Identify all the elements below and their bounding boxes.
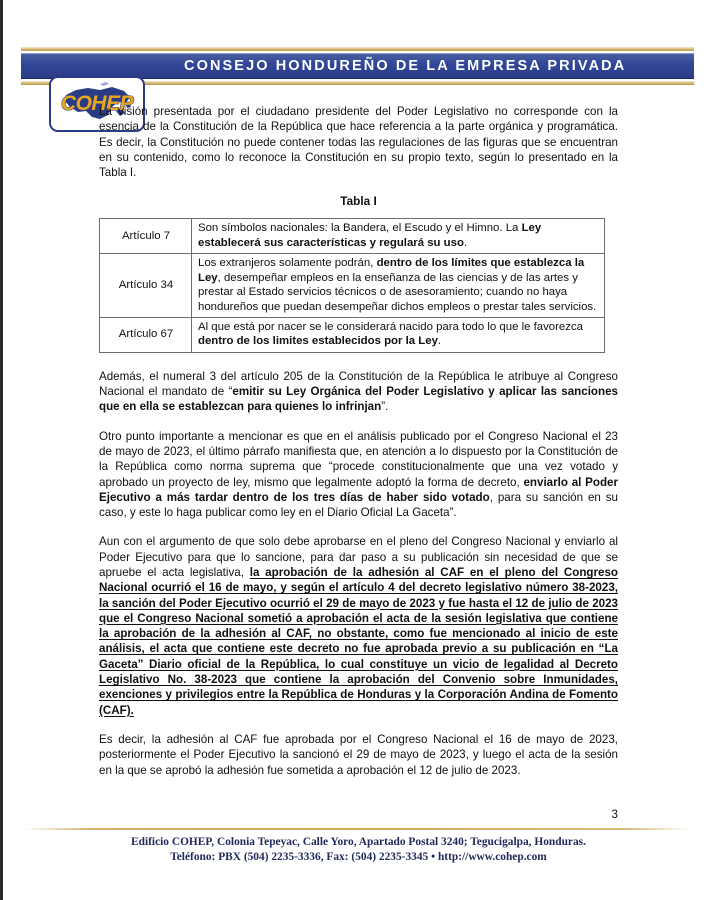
paragraph-ley-organica xyxy=(99,369,618,415)
article-text-bold: Ley establecerá sus características y regulará su uso xyxy=(198,222,542,249)
table-cell-article-number: Artículo 67 xyxy=(100,317,192,352)
article-text-tail: . xyxy=(437,335,442,348)
footer-divider xyxy=(25,828,692,830)
table-cell-article-number: Artículo 34 xyxy=(100,254,192,318)
para3-bold-quote: enviarlo al Poder Ejecutivo a más tardar dentro de los tres días de haber sido votado xyxy=(99,475,618,504)
table-row xyxy=(100,219,605,254)
para2-bold-quote: emitir su Ley Orgánica del Poder Legislativo y aplicar las sanciones que en ella se establezcan para quienes lo infrinjan xyxy=(99,385,618,414)
article-text-plain: Son símbolos nacionales: la Bandera, el Escudo y el Himno. La xyxy=(198,222,522,235)
document-body xyxy=(99,104,618,778)
footer-address: Edificio COHEP, Colonia Tepeyac, Calle Yoro, Apartado Postal 3240; Tegucigalpa, Honduras. xyxy=(131,836,586,848)
document-header xyxy=(3,38,711,115)
para4-underlined-emphasis: la aprobación de la adhesión al CAF en el pleno del Congreso Nacional ocurrió el 16 de mayo, y según el artículo 4 del decreto legislativo número 38-2023, la sanción del Poder Ejecutivo ocurrió el 29 de mayo de 2023 y fue hasta el 12 de julio de 2023 que el Congreso Nacional sometió a aprobación el acta de la sesión legislativa que contiene la aprobación de la adhesión al CAF, no obstante, como fue mencionado al inicio de este análisis, el acta que contiene este decreto no fue aprobada previo a su publicación en “La Gaceta” Diario oficial de la República, lo cual constituye un vicio de legalidad al Decreto Legislativo No. 38-2023 que contiene la aprobación del Convenio sobre Inmunidades, exenciones y privilegios entre la República de Honduras y la Corporación Andina de Fomento (CAF). xyxy=(99,566,618,717)
table-caption: Tabla I xyxy=(340,194,377,209)
banner-gold-rule-top xyxy=(21,47,694,51)
para2-plain-tail: ”. xyxy=(381,400,389,414)
article-text-bold: dentro de los límites que establezca la Ley xyxy=(198,257,585,284)
table-cell-article-text xyxy=(192,219,605,254)
constitution-articles-table xyxy=(99,218,605,352)
table-cell-article-text xyxy=(192,317,605,352)
cohep-logo-text: COHEP xyxy=(60,92,134,115)
article-text-bold: dentro de los limites establecidos por la Ley xyxy=(198,335,438,348)
table-row xyxy=(100,254,605,318)
article-text-plain: Al que está por nacer se le considerará nacido para todo lo que le favorezca xyxy=(198,320,583,333)
table-cell-article-text xyxy=(192,254,605,318)
paragraph-resumen-fechas: Es decir, la adhesión al CAF fue aprobada por el Congreso Nacional el 16 de mayo de 2023, posteriormente el Poder Ejecutivo la sancionó el 29 de mayo de 2023, y luego el acta de la sesión en la que se aprobó la adhesión fue sometida a aprobación el 12 de julio de 2023. xyxy=(99,732,618,777)
organization-title: CONSEJO HONDUREÑO DE LA EMPRESA PRIVADA xyxy=(184,58,627,74)
footer-contact: Teléfono: PBX (504) 2235-3336, Fax: (504) 2235-3345 • http://www.cohep.com xyxy=(170,851,547,863)
article-text-plain: Los extranjeros solamente podrán, xyxy=(198,257,377,270)
para4-plain-lead: Aun con el argumento de que solo debe aprobarse en el pleno del Congreso Nacional y enviarlo al Poder Ejecutivo para que lo sancione, para dar paso a su publicación sin necesidad de que se apruebe el acta legislativa, xyxy=(99,535,618,579)
para2-plain-lead: Además, el numeral 3 del artículo 205 de la Constitución de la República le atribuye al Congreso Nacional el mandato de “ xyxy=(99,369,618,399)
article-text-tail: . xyxy=(463,236,468,249)
table-row xyxy=(100,317,605,352)
paragraph-analisis-congreso xyxy=(99,429,618,521)
paragraph-vision: La visión presentada por el ciudadano presidente del Poder Legislativo no corresponde con la esencia de la Constitución de la República que hace referencia a la parte orgánica y programática. Es decir, la Constitución no puede contener todas las regulaciones de las figuras que se encuentran en su contenido, como lo reconoce la Constitución en su propio texto, según lo presentado en la Tabla I. xyxy=(99,105,618,180)
table-cell-article-number: Artículo 7 xyxy=(100,219,192,254)
page-number: 3 xyxy=(611,808,618,821)
para3-plain-tail: , para su sanción en su caso, y este lo haga publicar como ley en el Diario Oficial La Gaceta”. xyxy=(99,490,618,520)
paragraph-vicio-legalidad xyxy=(99,534,618,718)
article-text-tail: , desempeñar empleos en la enseñanza de las ciencias y de las artes y prestar al Estado servicios técnicos o de asesoramiento; cuando no haya hondureños que puedan desempeñar dichos empleos o prestar tales servicios. xyxy=(198,271,597,313)
para3-plain-lead: Otro punto importante a mencionar es que en el análisis publicado por el Congreso Nacional el 23 de mayo de 2023, el último párrafo manifiesta que, en atención a lo dispuesto por la Constitución de la República como norma suprema que “procede constitucionalmente que una vez votado y aprobado un proyecto de ley, mismo que legalmente adoptó la forma de decreto, xyxy=(99,429,618,489)
